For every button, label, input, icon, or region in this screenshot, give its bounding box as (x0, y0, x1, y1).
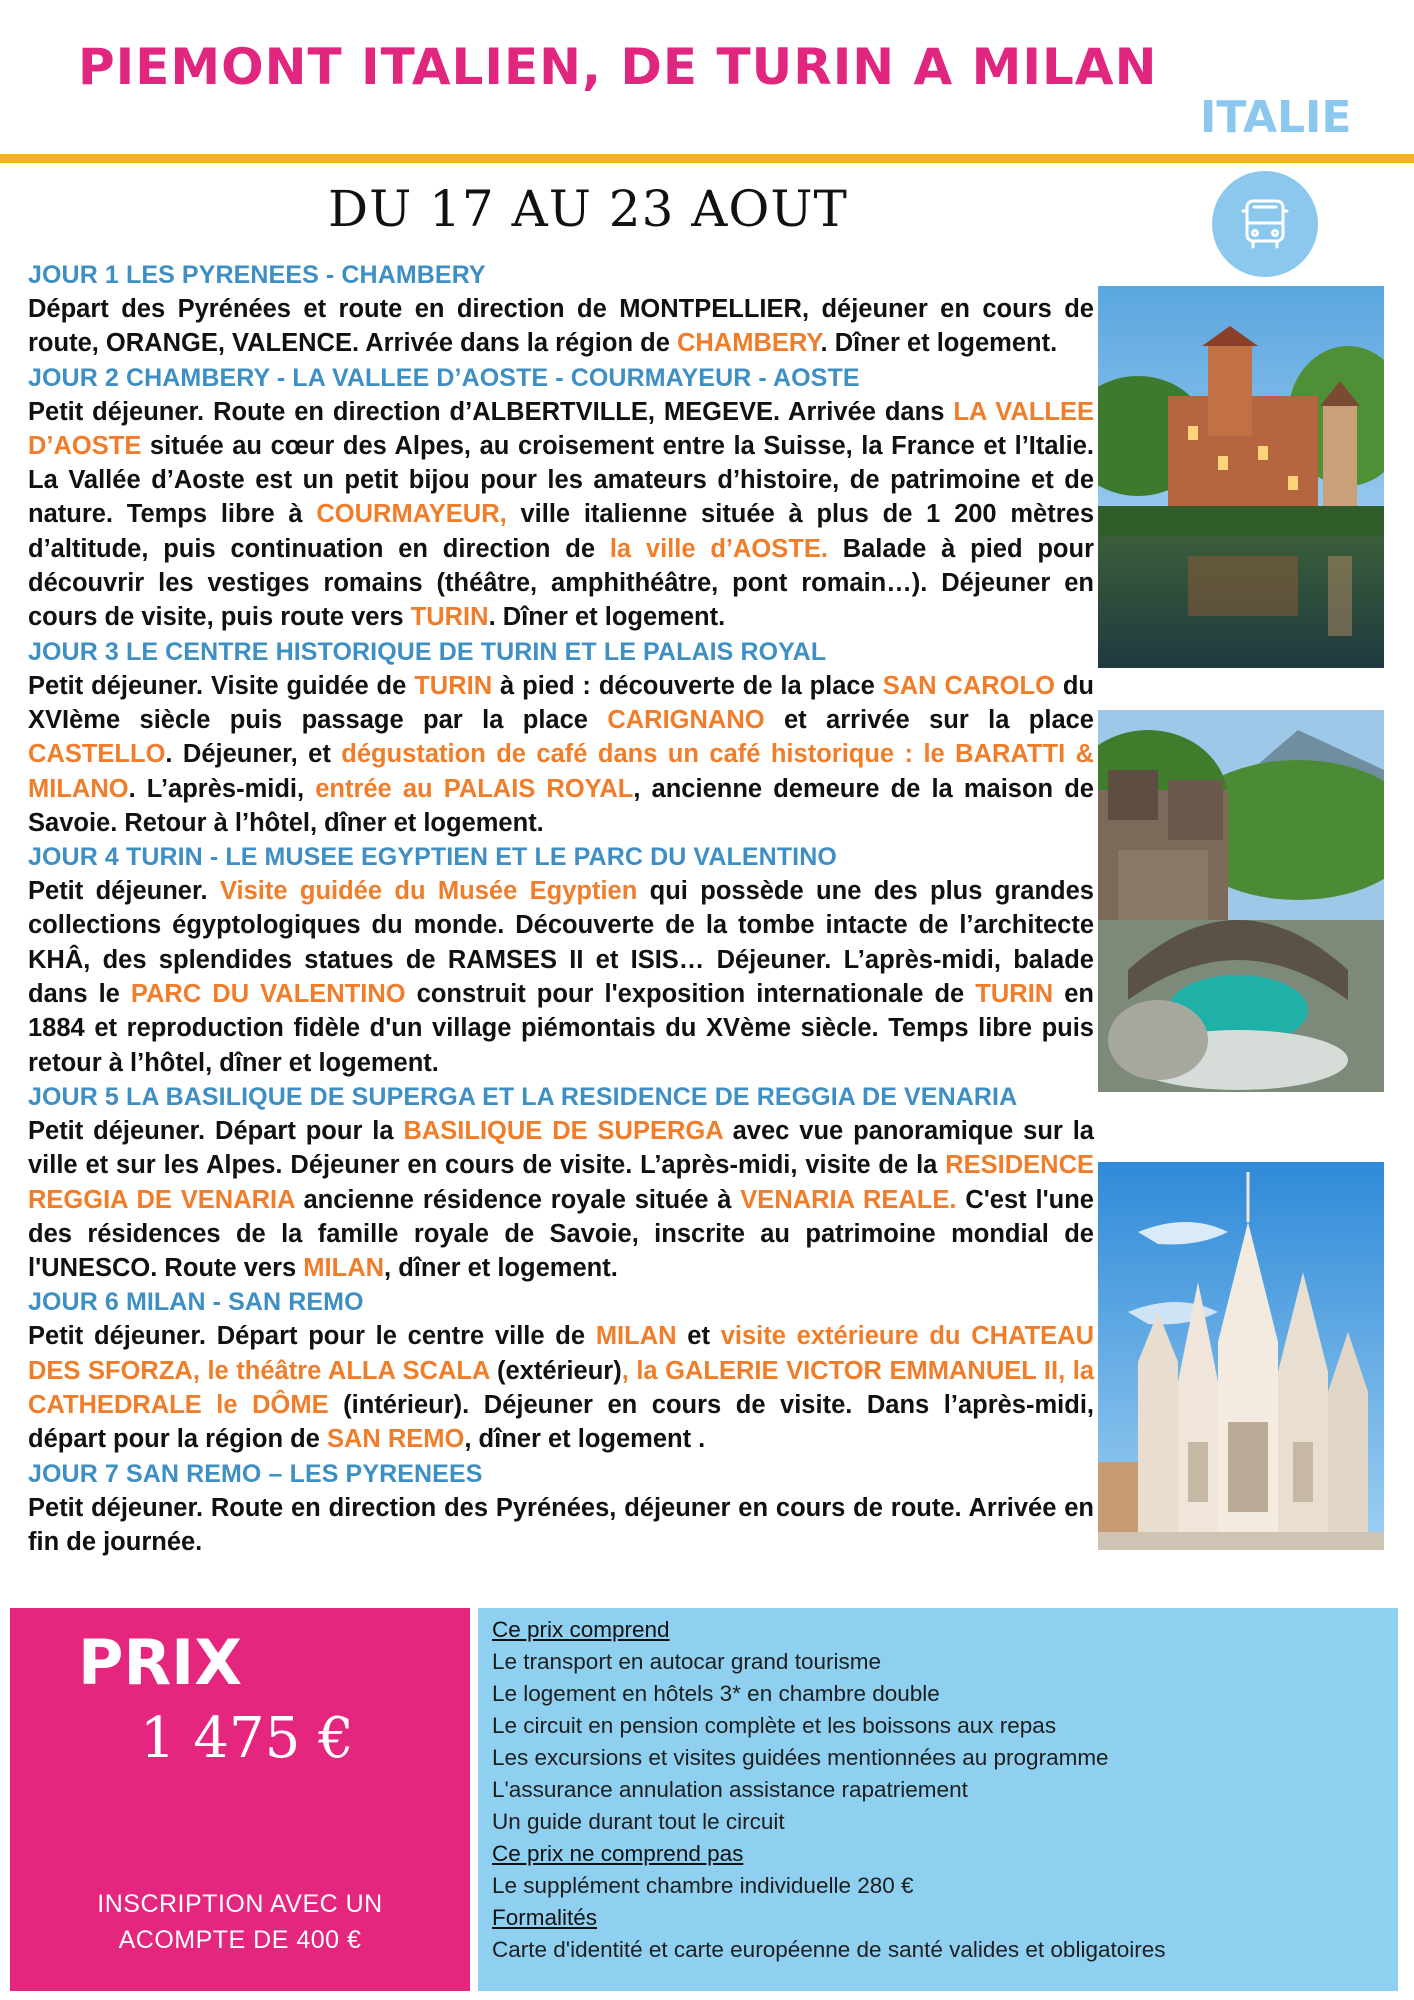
price-label: PRIX (78, 1626, 243, 1699)
day-description: Petit déjeuner. Départ pour la BASILIQUE DE SUPERGA avec vue panoramique sur la ville et sur les Alpes. Déjeuner en cours de visite. L’après-midi, visite de la RESIDENCE REGGIA DE VENARIA ancienne résidence royale située à VENARIA REALE. C'est l'une des résidences de la famille royale de Savoie, inscrite au patrimoine mondial de l'UNESCO. Route vers MILAN, dîner et logement. (28, 1116, 1094, 1283)
day-description: Petit déjeuner. Visite guidée de TURIN à pied : découverte de la place SAN CAROLO du XVIème siècle puis passage par la place CARIGNANO et arrivée sur la place CASTELLO. Déjeuner, et dégustation de café dans un café historique : le BARATTI & MILANO. L’après-midi, entrée au PALAIS ROYAL, ancienne demeure de la maison de Savoie. Retour à l’hôtel, dîner et logement. (28, 671, 1095, 837)
list-item: Les excursions et visites guidées mentionnées au programme (492, 1745, 1109, 1770)
deposit-note: INSCRIPTION AVEC UN ACOMPTE DE 400 € (97, 1890, 383, 1954)
includes-title: Ce prix comprend (492, 1617, 670, 1642)
bus-icon (1212, 171, 1318, 277)
day-heading: JOUR 2 CHAMBERY - LA VALLEE D’AOSTE - COURMAYEUR - AOSTE (28, 363, 860, 392)
list-item: Carte d'identité et carte européenne de santé valides et obligatoires (492, 1937, 1166, 1962)
aosta-bridge-photo (1098, 710, 1384, 1092)
day-description: Départ des Pyrénées et route en direction de MONTPELLIER, déjeuner en cours de route, ORANGE, VALENCE. Arrivée dans la région de CHAMBERY. Dîner et logement. (28, 295, 1094, 358)
day-description: Petit déjeuner. Départ pour le centre ville de MILAN et visite extérieure du CHATEAU DES SFORZA, le théâtre ALLA SCALA (extérieur), la GALERIE VICTOR EMMANUEL II, la CATHEDRALE le DÔME (intérieur). Déjeuner en cours de visite. Dans l’après-midi, départ pour la région de SAN REMO, dîner et logement . (28, 1322, 1095, 1454)
day-heading: JOUR 4 TURIN - LE MUSEE EGYPTIEN ET LE PARC DU VALENTINO (28, 843, 837, 872)
day-heading: JOUR 3 LE CENTRE HISTORIQUE DE TURIN ET LE PALAIS ROYAL (28, 637, 827, 666)
day-3 (28, 635, 1094, 840)
day-description: Petit déjeuner. Route en direction d’ALBERTVILLE, MEGEVE. Arrivée dans LA VALLEE D’AOSTE située au cœur des Alpes, au croisement entre la Suisse, la France et l’Italie. La Vallée d’Aoste est un petit bijou pour les amateurs d’histoire, de patrimoine et de nature. Temps libre à COURMAYEUR, ville italienne située à plus de 1 200 mètres d’altitude, puis continuation en direction de la ville d’AOSTE. Balade à pied pour découvrir les vestiges romains (théâtre, amphithéâtre, pont romain…). Déjeuner en cours de visite, puis route vers TURIN. Dîner et logement. (28, 397, 1094, 632)
price-panel (10, 1608, 470, 1991)
day-6 (28, 1285, 1094, 1456)
conditions-list (492, 1614, 1165, 1966)
conditions-panel (478, 1608, 1398, 1991)
list-item: Le logement en hôtels 3* en chambre double (492, 1681, 940, 1706)
day-description: Petit déjeuner. Visite guidée du Musée Egyptien qui possède une des plus grandes collections égyptologiques du monde. Découverte de la tombe intacte de l’architecte KHÂ, des splendides statues de RAMSES II et ISIS… Déjeuner. L’après-midi, balade dans le PARC DU VALENTINO construit pour l'exposition internationale de TURIN en 1884 et reproduction fidèle d'un village piémontais du XVème siècle. Temps libre puis retour à l’hôtel, dîner et logement. (28, 877, 1095, 1077)
day-2 (28, 361, 1094, 635)
list-item: Le circuit en pension complète et les boissons aux repas (492, 1713, 1057, 1738)
list-item: Le transport en autocar grand tourisme (492, 1649, 881, 1674)
day-heading: JOUR 7 SAN REMO – LES PYRENEES (28, 1459, 483, 1488)
list-item: L'assurance annulation assistance rapatriement (492, 1777, 968, 1802)
header-divider (0, 154, 1414, 163)
day-description: Petit déjeuner. Route en direction des Pyrénées, déjeuner en cours de route. Arrivée en fin de journée. (28, 1493, 1094, 1556)
price-value: 1 475 € (140, 1706, 354, 1771)
day-7 (28, 1457, 1094, 1560)
itinerary (28, 258, 1094, 1559)
list-item: Un guide durant tout le circuit (492, 1809, 785, 1834)
turin-castle-photo (1098, 286, 1384, 668)
day-heading: JOUR 6 MILAN - SAN REMO (28, 1288, 364, 1317)
milan-cathedral-photo (1098, 1162, 1384, 1550)
day-heading: JOUR 5 LA BASILIQUE DE SUPERGA ET LA RESIDENCE DE REGGIA DE VENARIA (28, 1082, 1018, 1111)
day-4 (28, 840, 1094, 1080)
list-item: Le supplément chambre individuelle 280 € (492, 1873, 914, 1898)
travel-dates: DU 17 AU 23 AOUT (328, 180, 848, 238)
excludes-title: Ce prix ne comprend pas (492, 1841, 744, 1866)
formalities-title: Formalités (492, 1905, 598, 1930)
day-1 (28, 258, 1094, 361)
day-heading: JOUR 1 LES PYRENEES - CHAMBERY (28, 261, 486, 289)
country-label: ITALIE (1200, 92, 1352, 143)
day-5 (28, 1080, 1094, 1285)
page-title: PIEMONT ITALIEN, DE TURIN A MILAN (78, 38, 1158, 96)
